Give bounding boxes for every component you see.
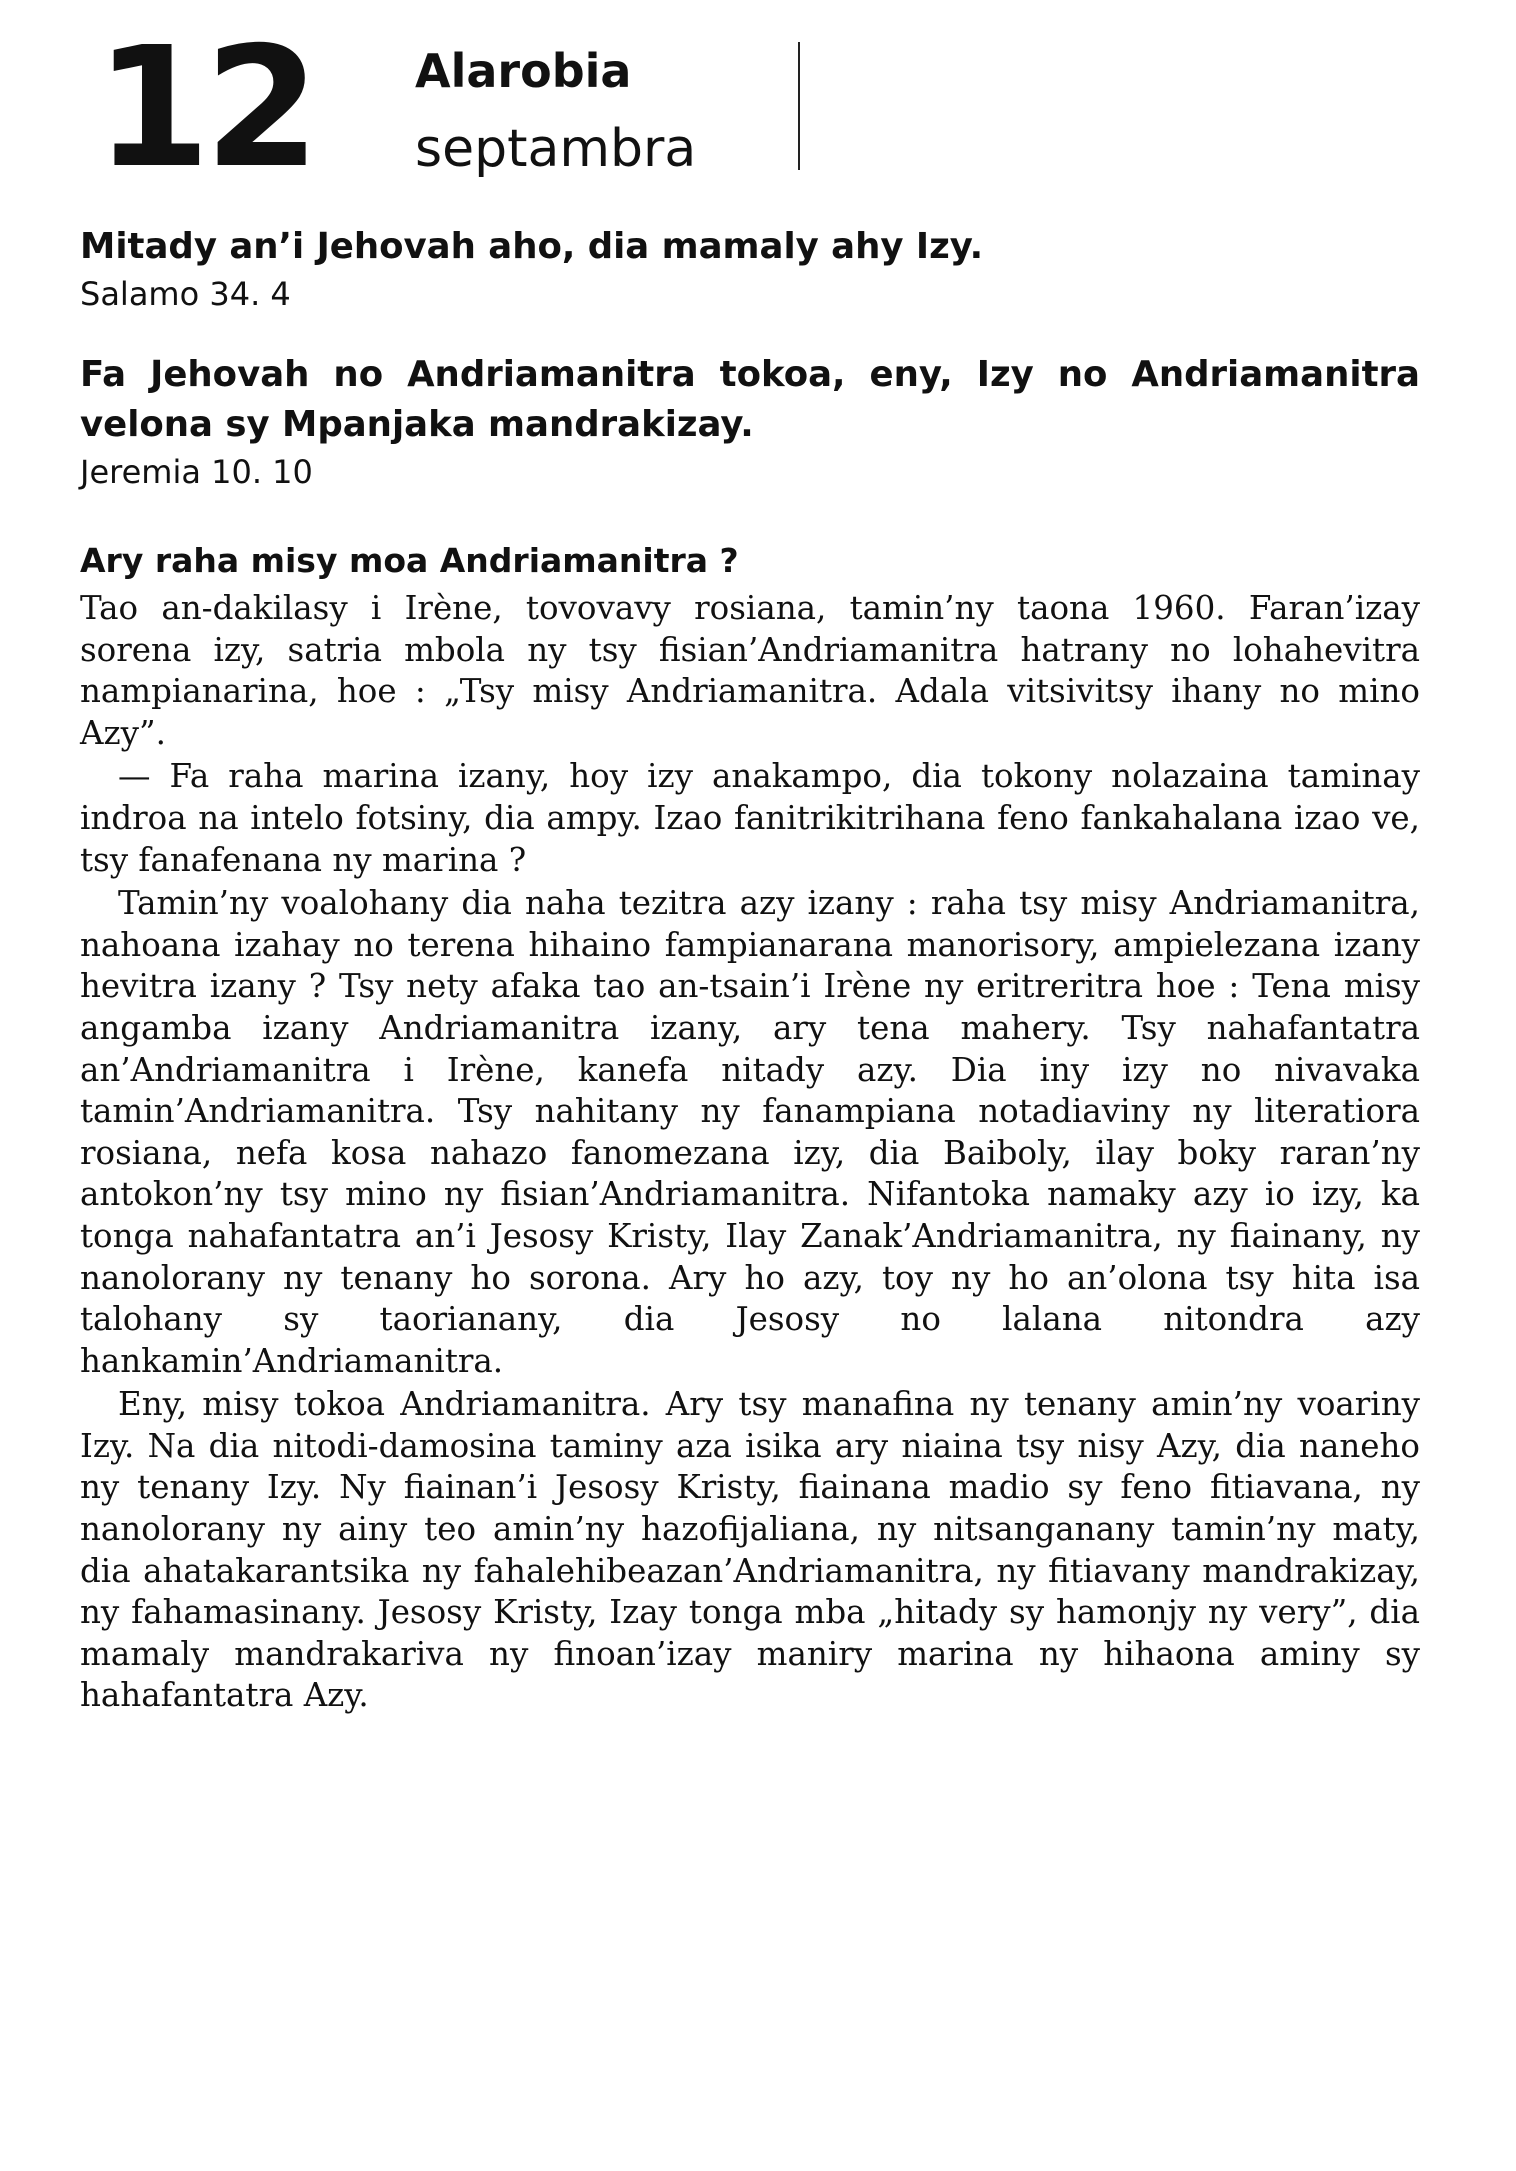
verse-reference: Salamo 34. 4 bbox=[80, 275, 291, 313]
article-paragraph: Tao an-dakilasy i Irène, tovovavy rosiana, tamin’ny taona 1960. Faran’izay sorena izy, satria mbola ny tsy fisian’Andriamanitra hatrany no lohahevitra nampianarina, hoe : „Tsy misy Andriamanitra. Adala vitsivitsy ihany no mino Azy”. bbox=[80, 589, 1420, 752]
verse-reference: Jeremia 10. 10 bbox=[80, 453, 313, 491]
header-divider bbox=[798, 42, 800, 170]
article-paragraph: Eny, misy tokoa Andriamanitra. Ary tsy manafina ny tenany amin’ny voariny Izy. Na dia nitodi-damosina taminy aza isika ary niaina tsy nisy Azy, dia naneho ny tenany Izy. Ny fiainan’i Jesosy Kristy, fiainana madio sy feno fitiavana, ny nanolorany ny ainy teo amin’ny hazofijaliana, ny nitsanganany tamin’ny maty, dia ahatakarantsika ny fahalehibeazan’Andriamanitra, ny fitiavany mandrakizay, ny fahamasinany. Jesosy Kristy, Izay tonga mba „hitady sy hamonjy ny very”, dia mamaly mandrakariva ny finoan’izay maniry marina ny hihaona aminy sy hahafantatra Azy. bbox=[80, 1385, 1420, 1715]
weekday-label: Alarobia bbox=[415, 44, 632, 98]
month-label: septambra bbox=[415, 119, 697, 179]
article-title: Ary raha misy moa Andriamanitra ? bbox=[80, 541, 739, 580]
article-paragraph: — Fa raha marina izany, hoy izy anakampo, dia tokony nolazaina taminay indroa na intelo fotsiny, dia ampy. Izao fanitrikitrihana feno fankahalana izao ve, tsy fanafenana ny marina ? bbox=[80, 757, 1420, 879]
article bbox=[80, 536, 1420, 1717]
verse-block-2 bbox=[80, 350, 1420, 494]
article-paragraph: Tamin’ny voalohany dia naha tezitra azy izany : raha tsy misy Andriamanitra, nahoana izahay no terena hihaino fampianarana manorisory, ampielezana izany hevitra izany ? Tsy nety afaka tao an-tsain’i Irène ny eritreritra hoe : Tena misy angamba izany Andriamanitra izany, ary tena mahery. Tsy nahafantatra an’Andriamanitra i Irène, kanefa nitady azy. Dia iny izy no nivavaka tamin’Andriamanitra. Tsy nahitany ny fanampiana notadiaviny ny literatiora rosiana, nefa kosa nahazo fanomezana izy, dia Baiboly, ilay boky raran’ny antokon’ny tsy mino ny fisian’Andriamanitra. Nifantoka namaky azy io izy, ka tonga nahafantatra an’i Jesosy Kristy, Ilay Zanak’Andriamanitra, ny fiainany, ny nanolorany ny tenany ho sorona. Ary ho azy, toy ny ho an’olona tsy hita isa talohany sy taorianany, dia Jesosy no lalana nitondra azy hankamin’Andriamanitra. bbox=[80, 884, 1420, 1380]
day-number: 12 bbox=[95, 12, 315, 205]
verse-text: Mitady an’i Jehovah aho, dia mamaly ahy Izy. bbox=[80, 226, 984, 267]
verse-text: Fa Jehovah no Andriamanitra tokoa, eny, Izy no Andriamanitra velona sy Mpanjaka mandrakizay. bbox=[80, 354, 1420, 445]
date-header bbox=[80, 12, 800, 205]
verse-block-1 bbox=[80, 222, 1420, 316]
